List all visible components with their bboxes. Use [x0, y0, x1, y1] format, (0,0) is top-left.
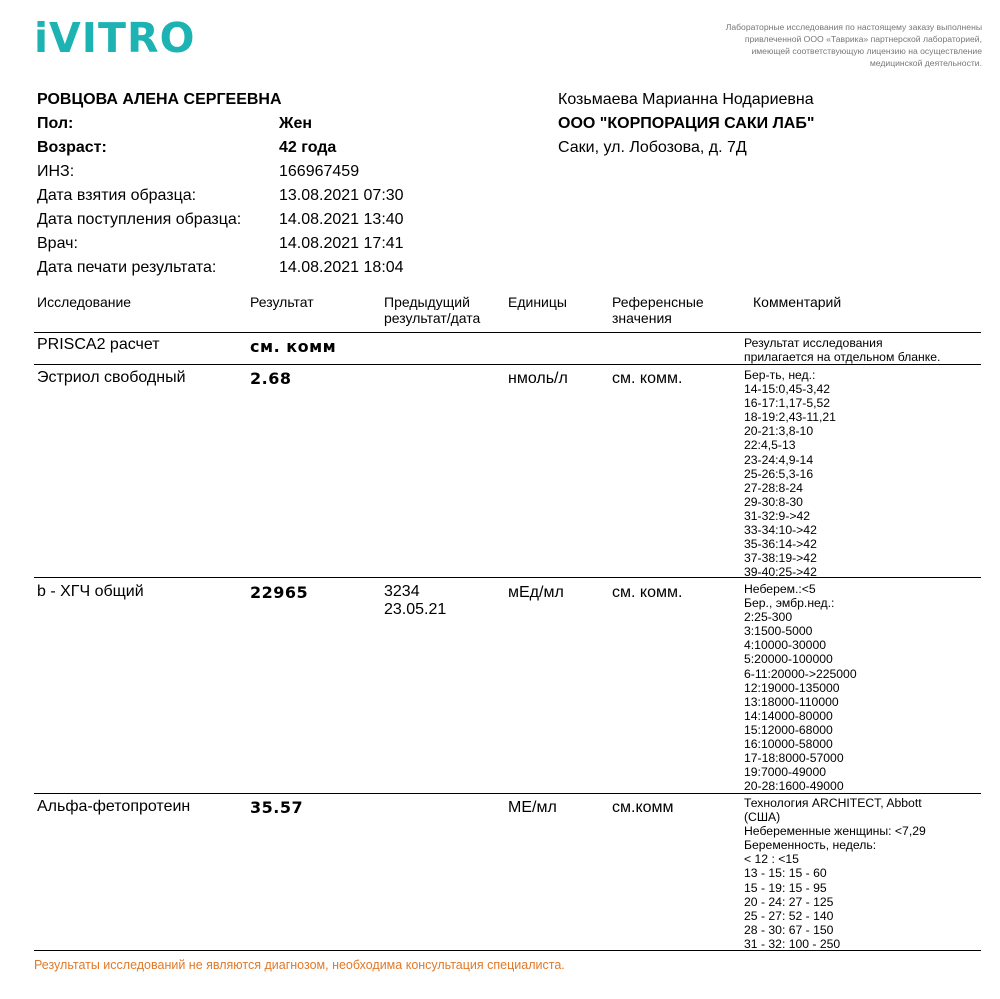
comment-line: 28 - 30: 67 - 150: [744, 922, 834, 937]
header-units: Единицы: [508, 294, 567, 310]
header-result: Результат: [250, 294, 314, 310]
row-divider: [34, 793, 981, 794]
test-reference: см. комм.: [612, 584, 683, 601]
comment-line: 37-38:19->42: [744, 551, 817, 566]
comment-line: 14-15:0,45-3,42: [744, 382, 831, 397]
comment-line: 19:7000-49000: [744, 765, 827, 780]
comment-line: Неберем.:<5: [744, 582, 816, 596]
comment-line: 17-18:8000-57000: [744, 751, 844, 766]
lab-disclaimer: Лабораторные исследования по настоящему заказу выполнены привлеченной ООО «Таврика» партнерской лабораторией, имеющей соответствующую лицензию на осуществление медицинской деятельности.: [725, 22, 982, 68]
test-result: 35.57: [250, 798, 304, 817]
test-units: мЕд/мл: [508, 584, 564, 601]
test-comment: [744, 336, 940, 364]
comment-line: Небеременные женщины: <7,29: [744, 824, 926, 839]
comment-line: (США): [744, 810, 781, 825]
comment-line: 23-24:4,9-14: [744, 452, 814, 467]
field-value: 14.08.2021 18:04: [279, 259, 404, 276]
patient-field-print-date: [37, 256, 404, 280]
comment-line: 6-11:20000->225000: [744, 666, 857, 681]
test-reference: см.комм: [612, 799, 674, 816]
field-label: ИНЗ:: [37, 163, 75, 180]
lab-info: [558, 88, 814, 160]
comment-line: 5:20000-100000: [744, 652, 833, 667]
comment-line: 4:10000-30000: [744, 638, 827, 653]
comment-line: < 12 : <15: [744, 852, 799, 867]
comment-line: 13 - 15: 15 - 60: [744, 866, 827, 881]
comment-line: 2:25-300: [744, 610, 793, 625]
field-value: 166967459: [279, 163, 360, 180]
test-units: МЕ/мл: [508, 799, 557, 816]
comment-line: 16:10000-58000: [744, 737, 833, 752]
comment-line: 31 - 32: 100 - 250: [744, 936, 841, 951]
comment-line: 20-28:1600-49000: [744, 779, 844, 794]
patient-field-sample-date: [37, 184, 404, 208]
test-result: см. комм: [250, 337, 337, 356]
comment-line: 33-34:10->42: [744, 523, 817, 538]
comment-line: Бер-ть, нед.:: [744, 368, 816, 382]
patient-field-inz: [37, 160, 404, 184]
comment-line: 18-19:2,43-11,21: [744, 410, 836, 425]
comment-line: 20-21:3,8-10: [744, 424, 814, 439]
test-result: 22965: [250, 583, 309, 602]
test-units: нмоль/л: [508, 370, 568, 387]
comment-line: 15:12000-68000: [744, 722, 833, 737]
header-reference: [612, 294, 704, 326]
previous-value: 3234: [384, 583, 420, 600]
comment-line: 15 - 19: 15 - 95: [744, 880, 827, 895]
comment-line: прилагается на отдельном бланке.: [744, 350, 941, 365]
lab-address: Саки, ул. Лобозова, д. 7Д: [558, 139, 747, 156]
comment-line: 14:14000-80000: [744, 708, 833, 723]
row-divider: [34, 332, 981, 333]
comment-line: 27-28:8-24: [744, 480, 803, 495]
patient-name: РОВЦОВА АЛЕНА СЕРГЕЕВНА: [37, 91, 282, 108]
field-value: Жен: [279, 115, 313, 132]
comment-line: 12:19000-135000: [744, 680, 840, 695]
header-reference-line1: Референсные: [612, 294, 704, 310]
field-label: Дата печати результата:: [37, 259, 217, 276]
field-value: 13.08.2021 07:30: [279, 187, 404, 204]
header-previous: [384, 294, 480, 326]
test-comment: [744, 368, 836, 579]
patient-field-sex: [37, 112, 404, 136]
header-reference-line2: значения: [612, 310, 672, 326]
lab-organization: ООО "КОРПОРАЦИЯ САКИ ЛАБ": [558, 115, 815, 132]
comment-line: 39-40:25->42: [744, 565, 817, 580]
comment-line: Результат исследования: [744, 336, 883, 350]
row-divider: [34, 950, 981, 951]
field-label: Пол:: [37, 115, 74, 132]
test-comment: [744, 796, 926, 951]
test-name: Альфа-фетопротеин: [37, 798, 191, 815]
comment-line: 25-26:5,3-16: [744, 466, 814, 481]
previous-date: 23.05.21: [384, 601, 447, 618]
comment-line: 3:1500-5000: [744, 624, 813, 639]
test-name: PRISCA2 расчет: [37, 336, 160, 353]
test-result: 2.68: [250, 369, 292, 388]
header-previous-line1: Предыдущий: [384, 294, 470, 310]
comment-line: Технология ARCHITECT, Abbott: [744, 796, 922, 810]
test-name: Эстриол свободный: [37, 369, 186, 386]
comment-line: 13:18000-110000: [744, 694, 839, 709]
row-divider: [34, 577, 981, 578]
comment-line: 25 - 27: 52 - 140: [744, 908, 834, 923]
field-label: Возраст:: [37, 139, 107, 156]
comment-line: 16-17:1,17-5,52: [744, 396, 831, 411]
ivitro-logo: iVITRO: [34, 14, 196, 62]
comment-line: Беременность, недель:: [744, 838, 877, 853]
comment-line: 29-30:8-30: [744, 494, 803, 509]
field-value: 14.08.2021 17:41: [279, 235, 404, 252]
field-value: 14.08.2021 13:40: [279, 211, 404, 228]
comment-line: 35-36:14->42: [744, 537, 817, 552]
field-value: 42 года: [279, 139, 337, 156]
test-comment: [744, 582, 857, 793]
header-test: Исследование: [37, 294, 132, 310]
comment-line: Бер., эмбр.нед.:: [744, 596, 835, 611]
field-label: Дата взятия образца:: [37, 187, 197, 204]
row-divider: [34, 364, 981, 365]
field-label: Врач:: [37, 235, 78, 252]
test-reference: см. комм.: [612, 370, 683, 387]
patient-info: [37, 88, 404, 280]
header-previous-line2: результат/дата: [384, 310, 481, 326]
header-comment: Комментарий: [753, 294, 842, 310]
patient-field-receipt-date: [37, 208, 404, 232]
patient-field-doctor: [37, 232, 404, 256]
test-name: b - ХГЧ общий: [37, 583, 144, 600]
comment-line: 31-32:9->42: [744, 508, 811, 523]
comment-line: 20 - 24: 27 - 125: [744, 894, 834, 909]
lab-doctor: Козьмаева Марианна Нодариевна: [558, 91, 814, 108]
test-previous: [384, 583, 446, 619]
comment-line: 22:4,5-13: [744, 438, 796, 453]
field-label: Дата поступления образца:: [37, 211, 242, 228]
footer-note: Результаты исследований не являются диагнозом, необходима консультация специалиста.: [34, 958, 565, 972]
patient-field-age: [37, 136, 404, 160]
